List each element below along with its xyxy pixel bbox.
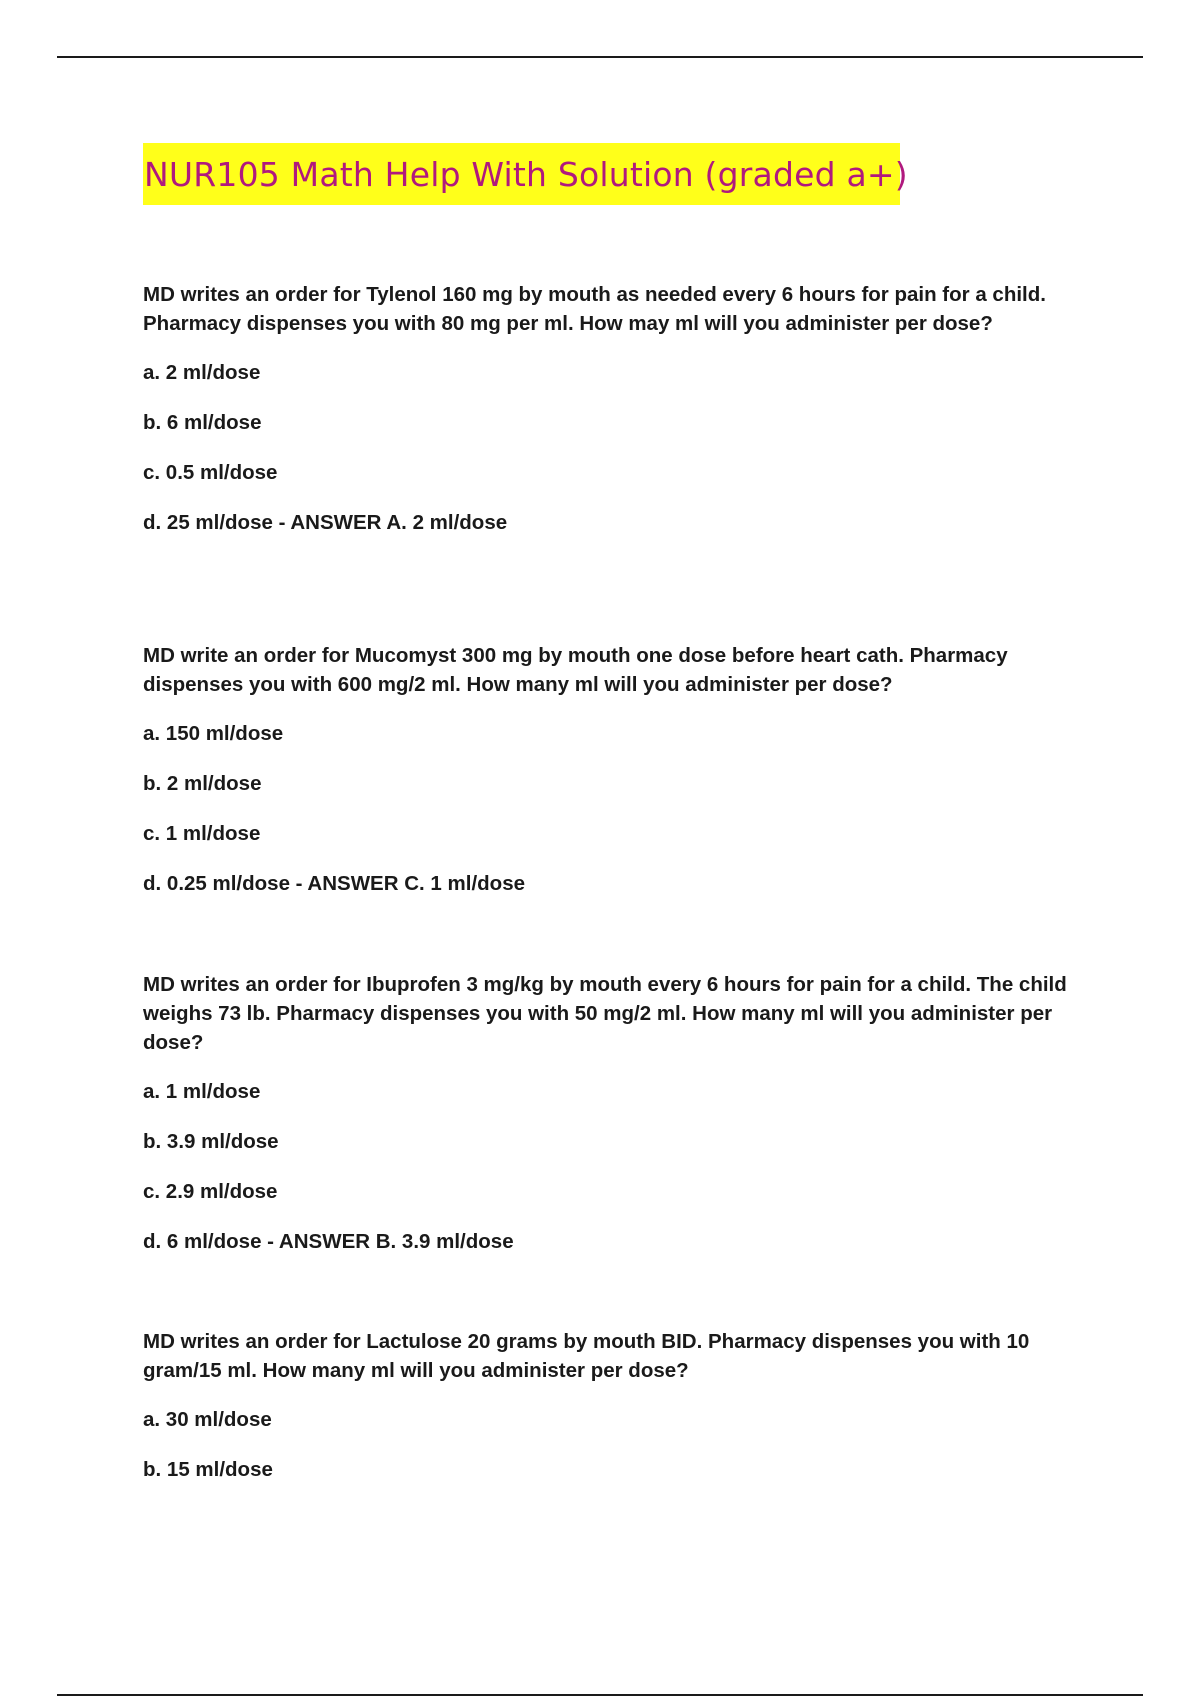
option-d-with-answer: d. 25 ml/dose - ANSWER A. 2 ml/dose bbox=[143, 511, 508, 534]
bottom-rule bbox=[57, 1694, 1143, 1696]
question-1 bbox=[143, 280, 1088, 537]
option-list bbox=[143, 1405, 1088, 1484]
option-b: b. 15 ml/dose bbox=[143, 1458, 273, 1481]
option-b: b. 3.9 ml/dose bbox=[143, 1130, 279, 1153]
option-d-with-answer: d. 0.25 ml/dose - ANSWER C. 1 ml/dose bbox=[143, 872, 525, 895]
question-text: MD writes an order for Lactulose 20 grams by mouth BID. Pharmacy dispenses you with 10 gram/15 ml. How many ml will you administer per dose? bbox=[143, 1330, 1030, 1382]
page-title: NUR105 Math Help With Solution (graded a+) bbox=[144, 154, 908, 194]
option-a: a. 1 ml/dose bbox=[143, 1080, 261, 1103]
option-a: a. 2 ml/dose bbox=[143, 361, 261, 384]
option-a: a. 150 ml/dose bbox=[143, 722, 284, 745]
question-text: MD write an order for Mucomyst 300 mg by mouth one dose before heart cath. Pharmacy dispenses you with 600 mg/2 ml. How many ml will you administer per dose? bbox=[143, 644, 1008, 696]
question-text: MD writes an order for Tylenol 160 mg by mouth as needed every 6 hours for pain for a child. Pharmacy dispenses you with 80 mg per ml. How may ml will you administer per dose? bbox=[143, 283, 1046, 335]
option-c: c. 1 ml/dose bbox=[143, 822, 261, 845]
question-4 bbox=[143, 1327, 1088, 1484]
title-highlight bbox=[143, 143, 908, 205]
question-3 bbox=[143, 970, 1088, 1256]
option-b: b. 6 ml/dose bbox=[143, 411, 262, 434]
option-list bbox=[143, 358, 1088, 537]
option-c: c. 0.5 ml/dose bbox=[143, 461, 278, 484]
question-text: MD writes an order for Ibuprofen 3 mg/kg by mouth every 6 hours for pain for a child. The child weighs 73 lb. Pharmacy dispenses you with 50 mg/2 ml. How many ml will you administer per dose? bbox=[143, 973, 1067, 1054]
option-a: a. 30 ml/dose bbox=[143, 1408, 272, 1431]
option-list bbox=[143, 1077, 1088, 1256]
question-2 bbox=[143, 641, 1088, 898]
option-b: b. 2 ml/dose bbox=[143, 772, 262, 795]
option-c: c. 2.9 ml/dose bbox=[143, 1180, 278, 1203]
option-d-with-answer: d. 6 ml/dose - ANSWER B. 3.9 ml/dose bbox=[143, 1230, 514, 1253]
option-list bbox=[143, 719, 1088, 898]
top-rule bbox=[57, 56, 1143, 58]
